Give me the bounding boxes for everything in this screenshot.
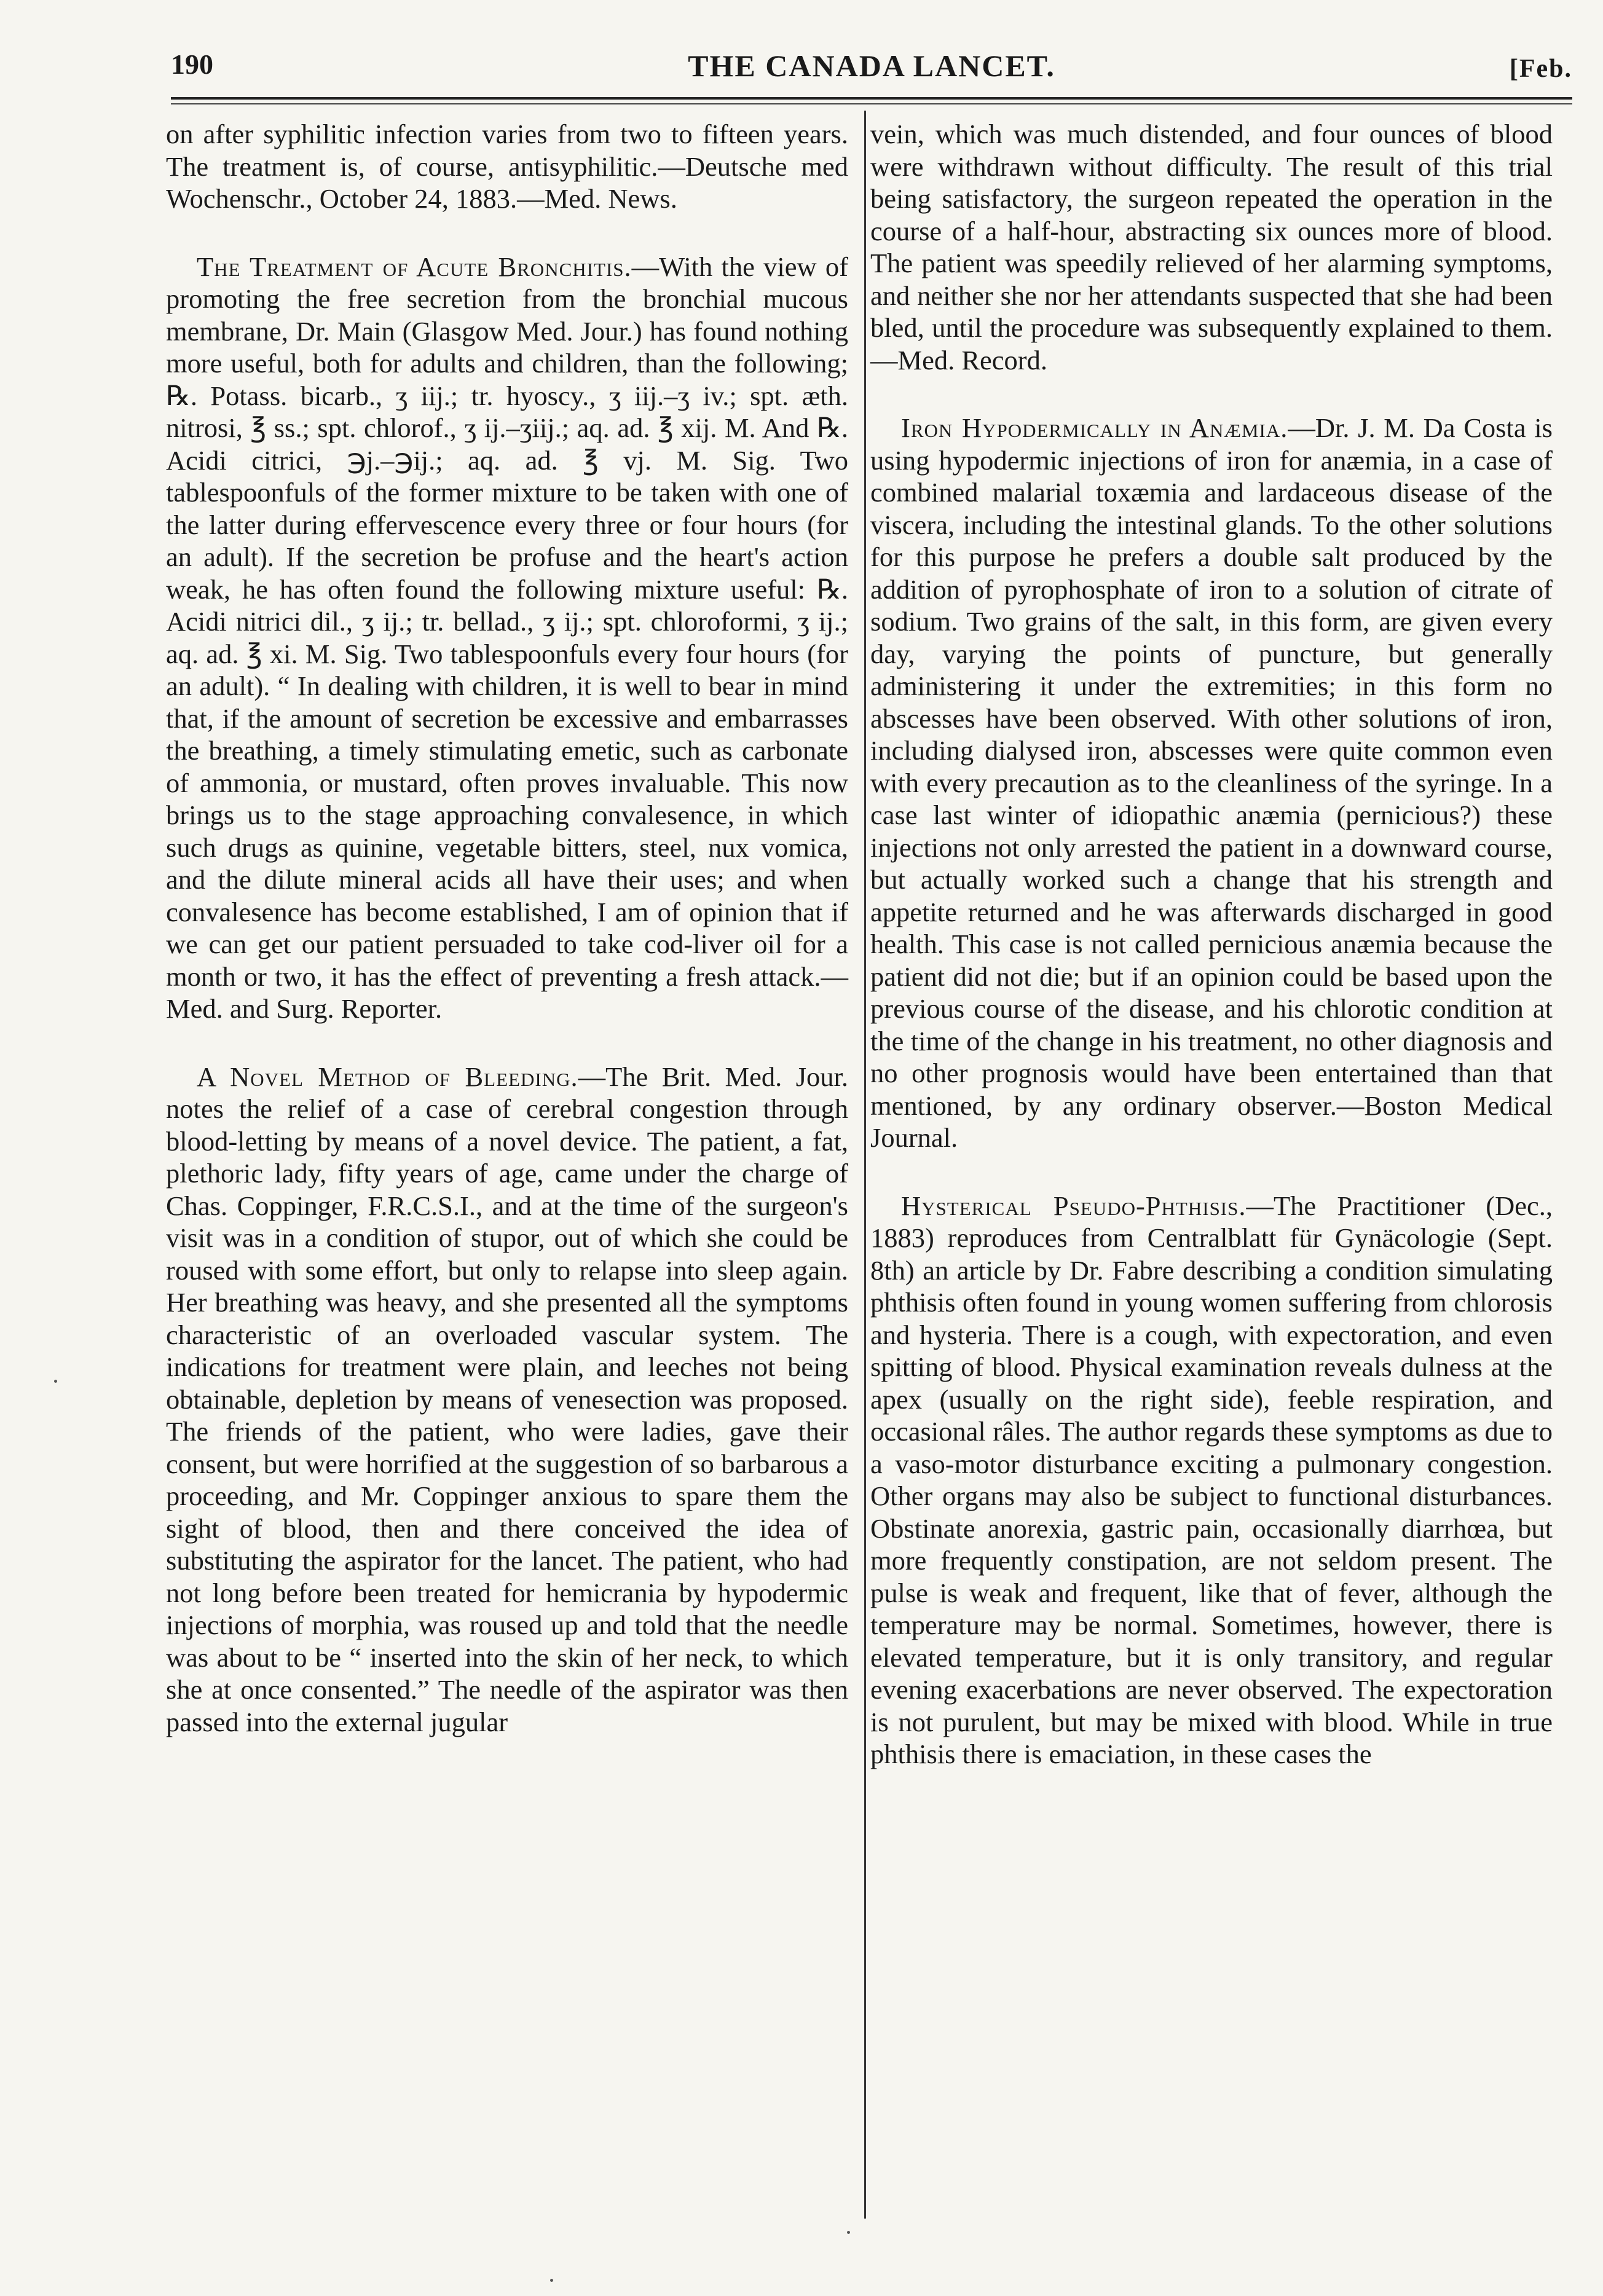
issue-month: [Feb.: [1509, 55, 1572, 83]
article-hysterical-pseudo-phthisis: [870, 1190, 1553, 1771]
article-body: —Dr. J. M. Da Costa is using hypodermic injections of iron for anæmia, in a case of combined malarial toxæmia and lardaceous disease of the viscera, including the intestinal glands. To the other solutions for this purpose he prefers a double salt produced by the addition of pyrophosphate of iron to a solution of citrate of sodium. Two grains of the salt, in this form, are given every day, varying the points of puncture, but generally administering it under the extremities; in this form no abscesses have been observed. With other solutions of iron, including dialysed iron, abscesses were quite common even with every precaution as to the cleanliness of the syringe. In a case last winter of idiopathic anæmia (pernicious?) these injections not only arrested the patient in a downward course, but actually worked such a change that his strength and appetite returned and he was afterwards discharged in good health. This case is not called pernicious anæmia because the patient did not die; but if an opinion could be based upon the previous course of the disease, and his chlorotic condition at the time of the change in his treatment, no other diagnosis and no other prognosis would have been entertained than that mentioned, by any ordinary observer.—Boston Medical Journal.: [870, 412, 1553, 1153]
header-rule-thin: [171, 103, 1572, 104]
article-title: Iron Hypodermically in Anæmia.: [901, 412, 1288, 443]
ink-speck: [54, 1380, 57, 1383]
article-treatment-acute-bronchitis: [166, 251, 848, 1025]
article-iron-hypodermically: [870, 412, 1553, 1154]
continued-paragraph: vein, which was much distended, and four ounces of blood were withdrawn without difficulty. The result of this trial being satisfactory, the surgeon repeated the operation in the course of a half-hour, abstracting six ounces more of blood. The patient was speedily relieved of her alarming symptoms, and neither she nor her attendants suspected that she had been bled, until the procedure was subsequently explained to them.—Med. Record.: [870, 119, 1553, 375]
article-body: —The Brit. Med. Jour. notes the relief of a case of cerebral congestion through blood-letting by means of a novel device. The patient, a fat, plethoric lady, fifty years of age, came under the charge of Chas. Coppinger, F.R.C.S.I., and at the time of the surgeon's visit was in a condition of stupor, out of which she could be roused with some effort, but only to relapse into sleep again. Her breathing was heavy, and she presented all the symptoms characteristic of an overloaded vascular system. The indications for treatment were plain, and leeches not being obtainable, depletion by means of venesection was proposed. The friends of the patient, who were ladies, gave their consent, but were horrified at the suggestion of so barbarous a proceeding, and Mr. Coppinger anxious to spare them the sight of blood, then and there conceived the idea of substituting the aspirator for the lancet. The patient, who had not long before been treated for hemicrania by hypodermic injections of morphia, was roused up and told that the needle was about to be “ inserted into the skin of her neck, to which she at once consented.” The needle of the aspirator was then passed into the external jugular: [166, 1061, 848, 1737]
page-number: 190: [171, 49, 213, 80]
article-title: The Treatment of Acute Bronchitis.: [197, 251, 632, 282]
running-header: [171, 45, 1572, 95]
journal-title: THE CANADA LANCET.: [688, 49, 1055, 83]
left-column: [166, 118, 848, 1774]
article-title: A Novel Method of Bleeding.: [197, 1061, 578, 1092]
header-rule: [171, 97, 1572, 100]
ink-speck: [550, 2279, 553, 2282]
column-divider: [864, 111, 866, 2219]
article-title: Hysterical Pseudo-Phthisis.: [901, 1190, 1247, 1221]
article-body: —With the view of promoting the free secretion from the bronchial mucous membrane, Dr. Main (Glasgow Med. Jour.) has found nothing more useful, both for adults and children, than the following; ℞. Potass. bicarb., ʒ iij.; tr. hyoscy., ʒ iij.–ʒ iv.; spt. æth. nitrosi, ℥ ss.; spt. chlorof., ʒ ij.–ʒiij.; aq. ad. ℥ xij. M. And ℞. Acidi citrici, ℈j.–℈ij.; aq. ad. ℥ vj. M. Sig. Two tablespoonfuls of the former mixture to be taken with one of the latter during effervescence every three or four hours (for an adult). If the secretion be profuse and the heart's action weak, he has often found the following mixture useful: ℞. Acidi nitrici dil., ʒ ij.; tr. bellad., ʒ ij.; spt. chloroformi, ʒ ij.; aq. ad. ℥ xi. M. Sig. Two tablespoonfuls every four hours (for an adult). “ In dealing with children, it is well to bear in mind that, if the amount of secretion be excessive and embarrasses the breathing, a timely stimulating emetic, such as carbonate of ammonia, or mustard, often proves invaluable. This now brings us to the stage approaching convalesence, in which such drugs as quinine, vegetable bitters, steel, nux vomica, and the dilute mineral acids all have their uses; and when convalesence has become established, I am of opinion that if we can get our patient persuaded to take cod-liver oil for a month or two, it has the effect of preventing a fresh attack.—Med. and Surg. Reporter.: [166, 251, 848, 1024]
right-column: [870, 118, 1553, 1806]
article-novel-method-bleeding: [166, 1061, 848, 1739]
ink-speck: [847, 2231, 850, 2234]
continued-paragraph: on after syphilitic infection varies from two to fifteen years. The treatment is, of course, antisyphilitic.—Deutsche med Wochenschr., October 24, 1883.—Med. News.: [166, 119, 848, 214]
article-body: —The Practitioner (Dec., 1883) reproduces from Centralblatt für Gynäcologie (Sept. 8th) an article by Dr. Fabre describing a condition simulating phthisis often found in young women suffering from chlorosis and hysteria. There is a cough, with expectoration, and even spitting of blood. Physical examination reveals dulness at the apex (usually on the right side), feeble respiration, and occasional râles. The author regards these symptoms as due to a vaso-motor disturbance exciting a pulmonary congestion. Other organs may also be subject to functional disturbances. Obstinate anorexia, gastric pain, occasionally diarrhœa, but more frequently constipation, are not seldom present. The pulse is weak and frequent, like that of fever, although the temperature may be normal. Sometimes, however, there is elevated temperature, but it is only transitory, and regular evening exacerbations are never observed. The expectoration is not purulent, but may be mixed with blood. While in true phthisis there is emaciation, in these cases the: [870, 1190, 1553, 1769]
